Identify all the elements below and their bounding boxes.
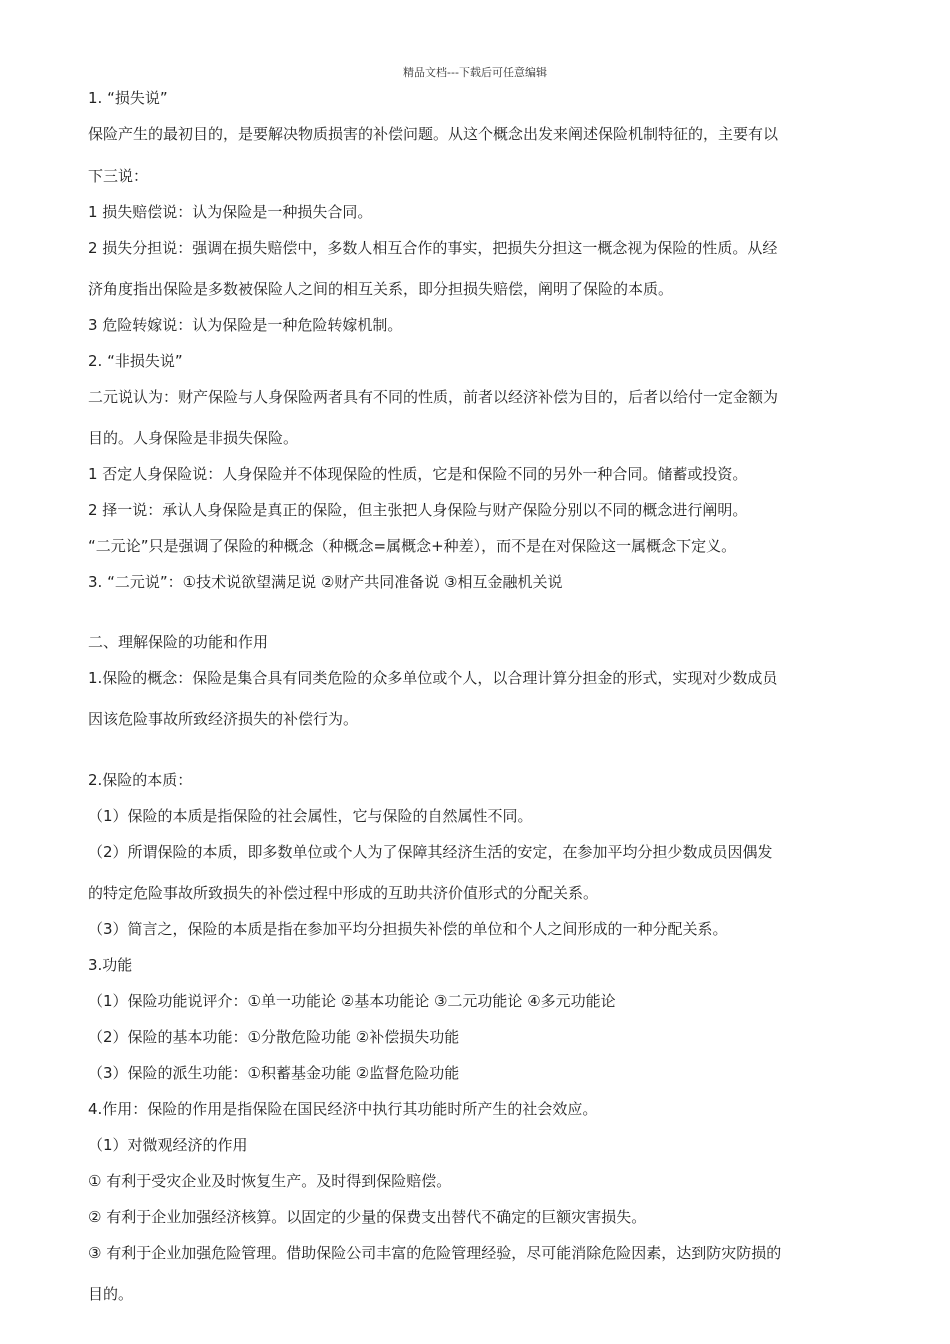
text-line: 二元说认为：财产保险与人身保险两者具有不同的性质，前者以经济补偿为目的，后者以给付一定金额为 xyxy=(88,388,779,406)
text-line: 的特定危险事故所致损失的补偿过程中形成的互助共济价值形式的分配关系。 xyxy=(88,884,599,902)
text-line: （3）简言之，保险的本质是指在参加平均分担损失补偿的单位和个人之间形成的一种分配关系。 xyxy=(88,920,728,938)
text-line: 目的。人身保险是非损失保险。 xyxy=(88,429,299,447)
text-line: 2. “非损失说” xyxy=(88,352,183,370)
text-line: 1.保险的概念：保险是集合具有同类危险的众多单位或个人，以合理计算分担金的形式，实现对少数成员 xyxy=(88,669,778,687)
text-line: 济角度指出保险是多数被保险人之间的相互关系，即分担损失赔偿，阐明了保险的本质。 xyxy=(88,280,674,298)
document-header: 精品文档---下载后可任意编辑 xyxy=(403,66,547,79)
text-line: 二、理解保险的功能和作用 xyxy=(88,633,269,651)
text-line: 3 危险转嫁说：认为保险是一种危险转嫁机制。 xyxy=(88,316,403,334)
text-line: 下三说： xyxy=(88,167,149,185)
text-line: 因该危险事故所致经济损失的补偿行为。 xyxy=(88,710,359,728)
text-line: （1）对微观经济的作用 xyxy=(88,1136,248,1154)
text-line: 3.功能 xyxy=(88,956,133,974)
text-line: 3. “二元说”：①技术说欲望满足说 ②财产共同准备说 ③相互金融机关说 xyxy=(88,573,563,591)
text-line: 2.保险的本质： xyxy=(88,771,193,789)
text-line: 2 择一说：承认人身保险是真正的保险，但主张把人身保险与财产保险分别以不同的概念进行阐明。 xyxy=(88,501,748,519)
text-line: 保险产生的最初目的，是要解决物质损害的补偿问题。从这个概念出发来阐述保险机制特征的，主要有以 xyxy=(88,125,779,143)
text-line: “二元论”只是强调了保险的种概念（种概念=属概念+种差），而不是在对保险这一属概念下定义。 xyxy=(88,537,737,555)
text-line: 2 损失分担说：强调在损失赔偿中，多数人相互合作的事实，把损失分担这一概念视为保险的性质。从经 xyxy=(88,239,778,257)
text-line: 1 否定人身保险说：人身保险并不体现保险的性质，它是和保险不同的另外一种合同。储蓄或投资。 xyxy=(88,465,748,483)
text-line: 1 损失赔偿说：认为保险是一种损失合同。 xyxy=(88,203,373,221)
text-line: （2）所谓保险的本质，即多数单位或个人为了保障其经济生活的安定，在参加平均分担少数成员因偶发 xyxy=(88,843,773,861)
text-line: 1. “损失说” xyxy=(88,89,168,107)
text-line: ① 有利于受灾企业及时恢复生产。及时得到保险赔偿。 xyxy=(88,1172,452,1190)
text-line: （1）保险功能说评介：①单一功能论 ②基本功能论 ③二元功能论 ④多元功能论 xyxy=(88,992,616,1010)
text-line: （3）保险的派生功能：①积蓄基金功能 ②监督危险功能 xyxy=(88,1064,460,1082)
text-line: ③ 有利于企业加强危险管理。借助保险公司丰富的危险管理经验，尽可能消除危险因素，达到防灾防损的 xyxy=(88,1244,782,1262)
text-line: 4.作用：保险的作用是指保险在国民经济中执行其功能时所产生的社会效应。 xyxy=(88,1100,598,1118)
text-line: ② 有利于企业加强经济核算。以固定的少量的保费支出替代不确定的巨额灾害损失。 xyxy=(88,1208,647,1226)
text-line: （1）保险的本质是指保险的社会属性，它与保险的自然属性不同。 xyxy=(88,807,533,825)
text-line: （2）保险的基本功能：①分散危险功能 ②补偿损失功能 xyxy=(88,1028,460,1046)
text-line: 目的。 xyxy=(88,1285,134,1303)
